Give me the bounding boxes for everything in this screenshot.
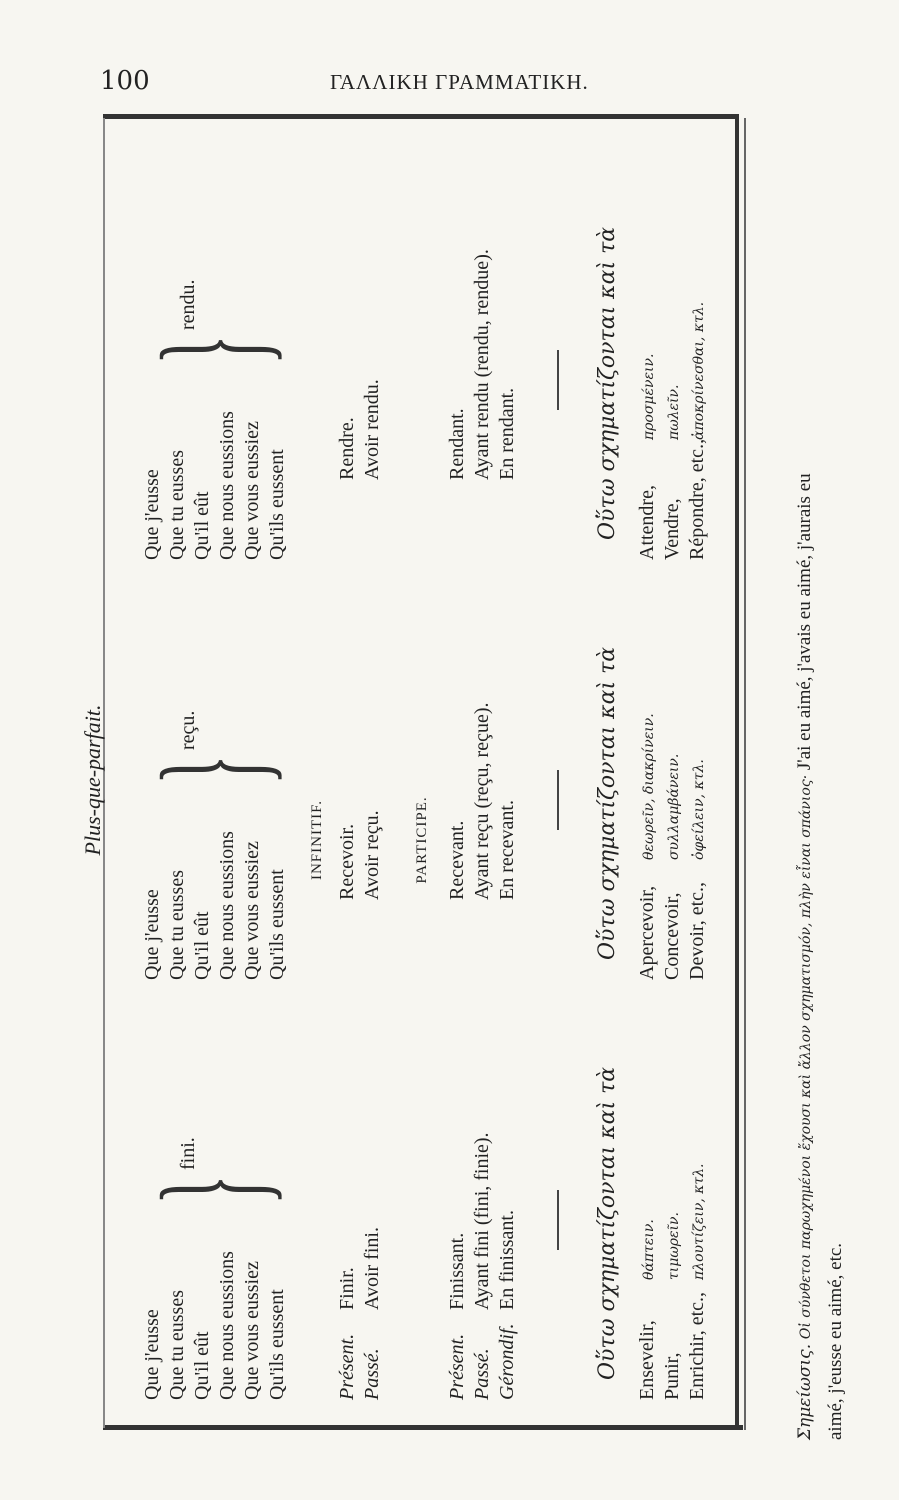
participle-past [470, 1132, 495, 1400]
gerund [495, 800, 520, 900]
brace: } [130, 334, 295, 365]
example-greek: πωλεῖν. [666, 384, 682, 440]
gerund [495, 388, 520, 480]
example-line [635, 353, 662, 560]
example-greek: τιμωρεῖν. [666, 1212, 682, 1280]
person-line: Que nous eussions [216, 831, 238, 980]
note-french-1: J'ai eu aimé, j'avais eu aimé, j'aurais eu [794, 473, 815, 771]
example-french: Punir, [661, 1352, 683, 1400]
person-line: Que vous eussiez [241, 841, 263, 980]
verb-form: En recevant. [496, 800, 518, 900]
example-line [685, 1164, 712, 1401]
person-line: Qu'il eût [191, 1331, 213, 1400]
example-french: Concevoir, [661, 892, 683, 980]
example-line [660, 754, 687, 980]
verb-form: Recevant. [446, 820, 468, 900]
note-greek: Οἱ σύνθετοι παρωχημένοι ἔχουσι καὶ ἄλλον σχηματισμόν, πλὴν εἶναι σπάνιος· [798, 774, 814, 1340]
verb-form: En rendant. [496, 387, 518, 480]
verb-form: Finissant. [446, 1232, 468, 1310]
person-line: Qu'il eût [191, 911, 213, 980]
participle-present [445, 408, 470, 480]
person-line: Qu'ils eussent [266, 1289, 288, 1400]
footnote-line-1 [790, 100, 821, 1440]
person-line: Que j'eusse [141, 1309, 163, 1400]
page-header [0, 66, 899, 106]
past-participle: reçu. [177, 710, 199, 750]
person-list [140, 1251, 290, 1400]
participle-past [470, 703, 495, 900]
person-line: Qu'ils eussent [266, 449, 288, 560]
verb-form: Ayant fini (fini, finie). [471, 1132, 493, 1310]
verb-form: En finissant. [496, 1210, 518, 1310]
example-french: Ensevelir, [636, 1320, 658, 1400]
verb-form: Finir. [336, 1267, 358, 1310]
footnote [790, 100, 850, 1440]
verb-form: Avoir reçu. [361, 810, 383, 900]
example-french: Devoir, etc., [686, 881, 708, 980]
example-line [685, 759, 712, 980]
person-line: Que tu eusses [166, 1290, 188, 1400]
participle-present [445, 821, 470, 900]
person-list [140, 411, 290, 560]
running-title: ΓΑΛΛΙΚΗ ΓΡΑΜΜΑΤΙΚΗ. [330, 70, 589, 94]
verb-form: Recevoir. [336, 823, 358, 900]
person-line: Que tu eusses [166, 450, 188, 560]
verb-form: Rendre. [336, 417, 358, 480]
person-line: Que tu eusses [166, 870, 188, 980]
tense-label: Passé. [361, 1348, 383, 1400]
verb-form: Ayant reçu (reçu, reçue). [471, 702, 493, 900]
separator-dash [557, 1190, 559, 1250]
person-line: Que nous eussions [216, 1251, 238, 1400]
example-greek: πλουτίζειν, κτλ. [691, 1163, 707, 1280]
person-line: Que vous eussiez [241, 1261, 263, 1400]
conjugation-heading: Οὕτω σχηματίζονται καὶ τὰ [595, 1066, 620, 1380]
example-line [635, 713, 662, 980]
section-title: Plus-que-parfait. [80, 704, 105, 856]
past-participle: rendu. [177, 279, 199, 330]
past-participle: fini. [177, 1137, 199, 1170]
separator-dash [557, 770, 559, 830]
example-greek: θάπτειν. [641, 1219, 657, 1280]
infinitive-past [360, 1227, 385, 1400]
example-french: Attendre, [636, 485, 658, 560]
person-line: Qu'ils eussent [266, 869, 288, 980]
note-label: Σημείωσις. [795, 1343, 815, 1440]
rotated-table [80, 130, 730, 1420]
tense-label: Présent. [446, 1333, 468, 1400]
participe-label: PARTICIPE. [414, 796, 430, 884]
brace: } [130, 754, 295, 785]
separator-dash [557, 350, 559, 410]
infinitif-label: INFINITIF. [309, 799, 325, 881]
top-rule [103, 114, 739, 119]
person-list [140, 831, 290, 980]
footnote-line-2: aimé, j'eusse eu aimé, etc. [825, 1242, 846, 1440]
example-line [635, 1219, 662, 1400]
example-line [660, 385, 687, 560]
example-greek: ἀποκρίνεσθαι, κτλ. [691, 301, 707, 440]
page-number: 100 [100, 66, 150, 96]
person-line: Que j'eusse [141, 889, 163, 980]
brace: } [130, 1174, 295, 1205]
gerund [495, 1210, 520, 1400]
person-line: Que j'eusse [141, 469, 163, 560]
example-french: Enrichir, etc., [686, 1291, 708, 1400]
example-french: Répondre, etc., [686, 438, 708, 560]
infinitive-present [335, 417, 360, 480]
right-rule [735, 114, 739, 1430]
example-line [660, 1212, 687, 1400]
verb-form: Avoir rendu. [361, 379, 383, 480]
example-french: Vendre, [661, 498, 683, 560]
verb-form: Avoir fini. [361, 1227, 383, 1310]
example-line [685, 302, 712, 560]
right-rule-inner [744, 118, 746, 1430]
participle-present [445, 1233, 470, 1400]
infinitive-present [335, 1267, 360, 1400]
participle-past [470, 249, 495, 480]
example-greek: συλλαμβάνειν. [666, 753, 682, 860]
verb-form: Ayant rendu (rendu, rendue). [471, 249, 493, 480]
person-line: Que nous eussions [216, 411, 238, 560]
conjugation-heading: Οὕτω σχηματίζονται καὶ τὰ [595, 646, 620, 960]
person-line: Que vous eussiez [241, 421, 263, 560]
infinitive-past [360, 810, 385, 900]
example-french: Apercevoir, [636, 885, 658, 980]
tense-label: Gérondif. [496, 1323, 518, 1400]
tense-label: Présent. [336, 1333, 358, 1400]
bottom-rule [103, 1425, 743, 1430]
verb-form: Rendant. [446, 408, 468, 480]
person-line: Qu'il eût [191, 491, 213, 560]
infinitive-past [360, 379, 385, 480]
example-greek: θεωρεῖν, διακρίνειν. [641, 713, 657, 860]
conjugation-heading: Οὕτω σχηματίζονται καὶ τὰ [595, 226, 620, 540]
tense-label: Passé. [471, 1348, 493, 1400]
example-greek: ὀφείλειν, κτλ. [691, 759, 707, 860]
example-greek: προσμένειν. [641, 353, 657, 440]
infinitive-present [335, 824, 360, 900]
